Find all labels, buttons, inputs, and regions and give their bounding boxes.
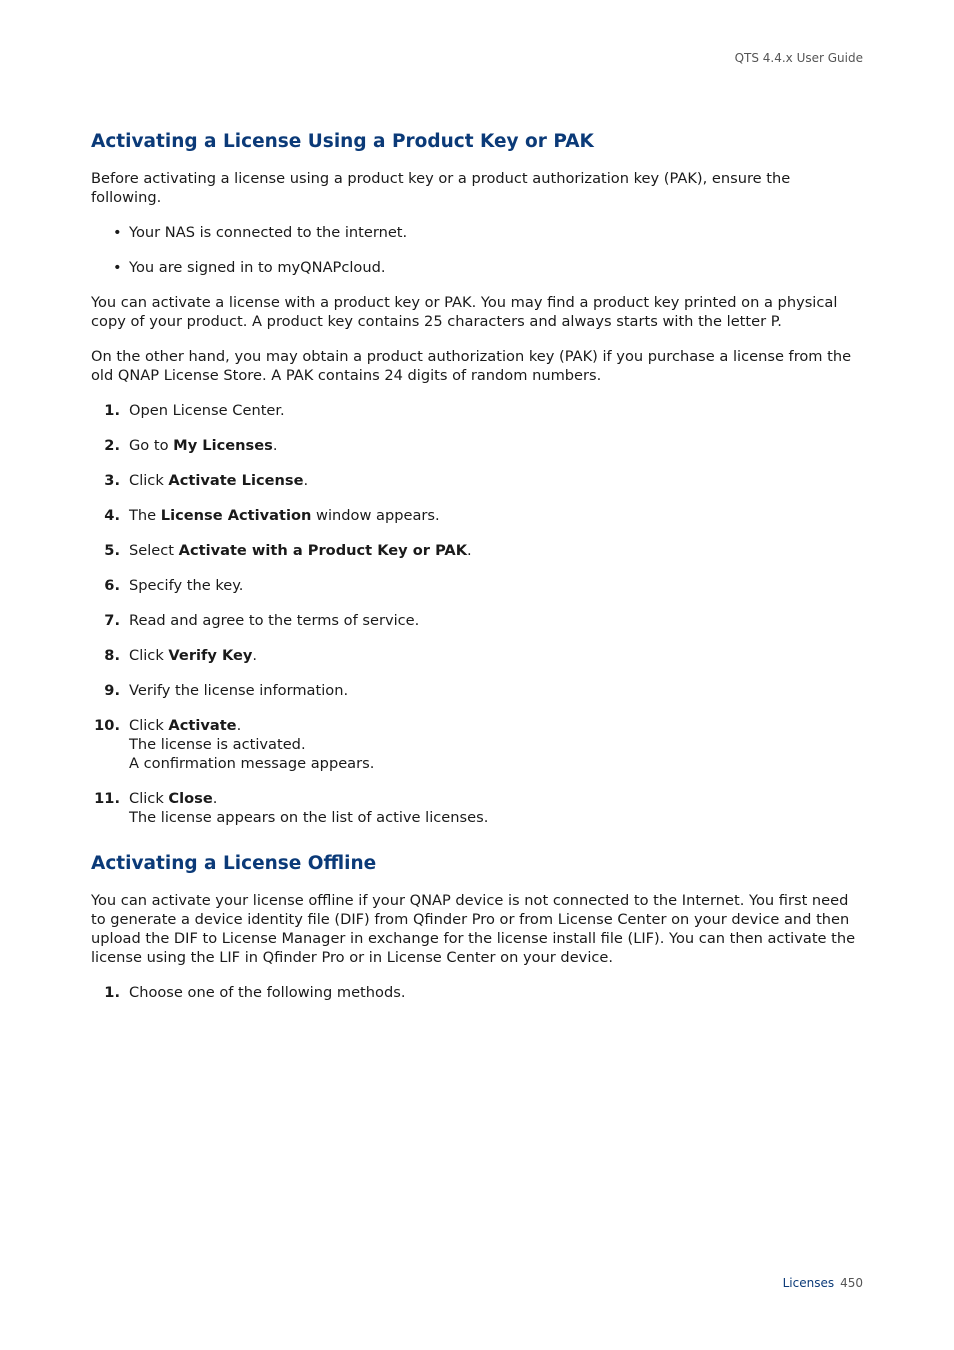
bullet-text: You are signed in to myQNAPcloud. [129,259,386,276]
document-body [91,129,865,1018]
step-result: The license appears on the list of active licenses. [129,809,489,826]
list-item [91,223,865,242]
page-number: 450 [840,1276,863,1290]
step-text-end: . [467,542,472,559]
prerequisite-list [91,223,865,277]
step-text: Click [129,717,169,734]
bullet-icon: • [113,259,122,276]
step-item [91,436,865,455]
pak-paragraph: On the other hand, you may obtain a product authorization key (PAK) if you purchase a license from the old QNAP License Store. A PAK contains 24 digits of random numbers. [91,348,852,384]
step-result: The license is activated. [129,736,306,753]
step-text: Select [129,542,179,559]
step-text: Click [129,790,169,807]
step-number: 3. [104,472,120,489]
footer-section-name: Licenses [782,1276,835,1290]
step-item [91,576,865,595]
bullet-icon: • [113,224,122,241]
step-text-end: . [236,717,242,734]
step-number: 10. [94,717,120,734]
ui-term: Activate License [168,472,304,489]
step-item [91,611,865,630]
step-number: 9. [104,682,120,699]
list-item [91,258,865,277]
step-number: 6. [104,577,120,594]
step-text-end: . [303,472,309,489]
step-text: Verify the license information. [129,682,349,699]
step-number: 7. [104,612,120,629]
offline-steps [91,983,865,1002]
activation-steps [91,401,865,827]
step-number: 11. [94,790,120,807]
bullet-text: Your NAS is connected to the internet. [129,224,408,241]
step-number: 5. [104,542,120,559]
step-text: Go to [129,437,174,454]
step-item [91,789,865,827]
step-result: A confirmation message appears. [129,755,375,772]
step-item [91,716,865,773]
step-text-end: window appears. [311,507,440,524]
ui-term: Verify Key [168,647,253,664]
step-text: The [129,507,161,524]
step-item [91,506,865,525]
step-item [91,471,865,490]
section-heading-offline: Activating a License Offline [91,853,377,874]
ui-term: Close [168,790,213,807]
step-text-end: . [272,437,278,454]
section-heading-product-key: Activating a License Using a Product Key or PAK [91,131,594,152]
step-text-end: . [212,790,218,807]
step-text: Open License Center. [129,402,285,419]
intro-paragraph: Before activating a license using a product key or a product authorization key (PAK), ensure the following. [91,170,791,206]
ui-term: License Activation [160,507,312,524]
step-number: 1. [104,402,120,419]
step-text: Read and agree to the terms of service. [129,612,420,629]
step-item [91,646,865,665]
step-text: Click [129,472,169,489]
offline-paragraph: You can activate your license offline if your QNAP device is not connected to the Internet. You first need to generate a device identity file (DIF) from Qfinder Pro or from License Center on your device and then upload the DIF to License Manager in exchange for the license install file (LIF). You can then activate the license using the LIF in Qfinder Pro or in License Center on your device. [91,892,856,966]
product-key-paragraph: You can activate a license with a product key or PAK. You may find a product key printed on a physical copy of your product. A product key contains 25 characters and always starts with the letter P. [91,294,838,330]
step-item [91,983,865,1002]
step-text-end: . [252,647,258,664]
ui-term: Activate [168,717,237,734]
step-item [91,681,865,700]
ui-term: My Licenses [173,437,273,454]
step-text: Click [129,647,169,664]
step-number: 8. [104,647,120,664]
step-text: Specify the key. [129,577,244,594]
step-number: 1. [104,984,120,1001]
page-footer [783,1276,863,1290]
running-header: QTS 4.4.x User Guide [734,51,863,65]
ui-term: Activate with a Product Key or PAK [178,542,468,559]
step-item [91,541,865,560]
step-text: Choose one of the following methods. [129,984,406,1001]
step-number: 2. [104,437,120,454]
step-item [91,401,865,420]
step-number: 4. [104,507,120,524]
